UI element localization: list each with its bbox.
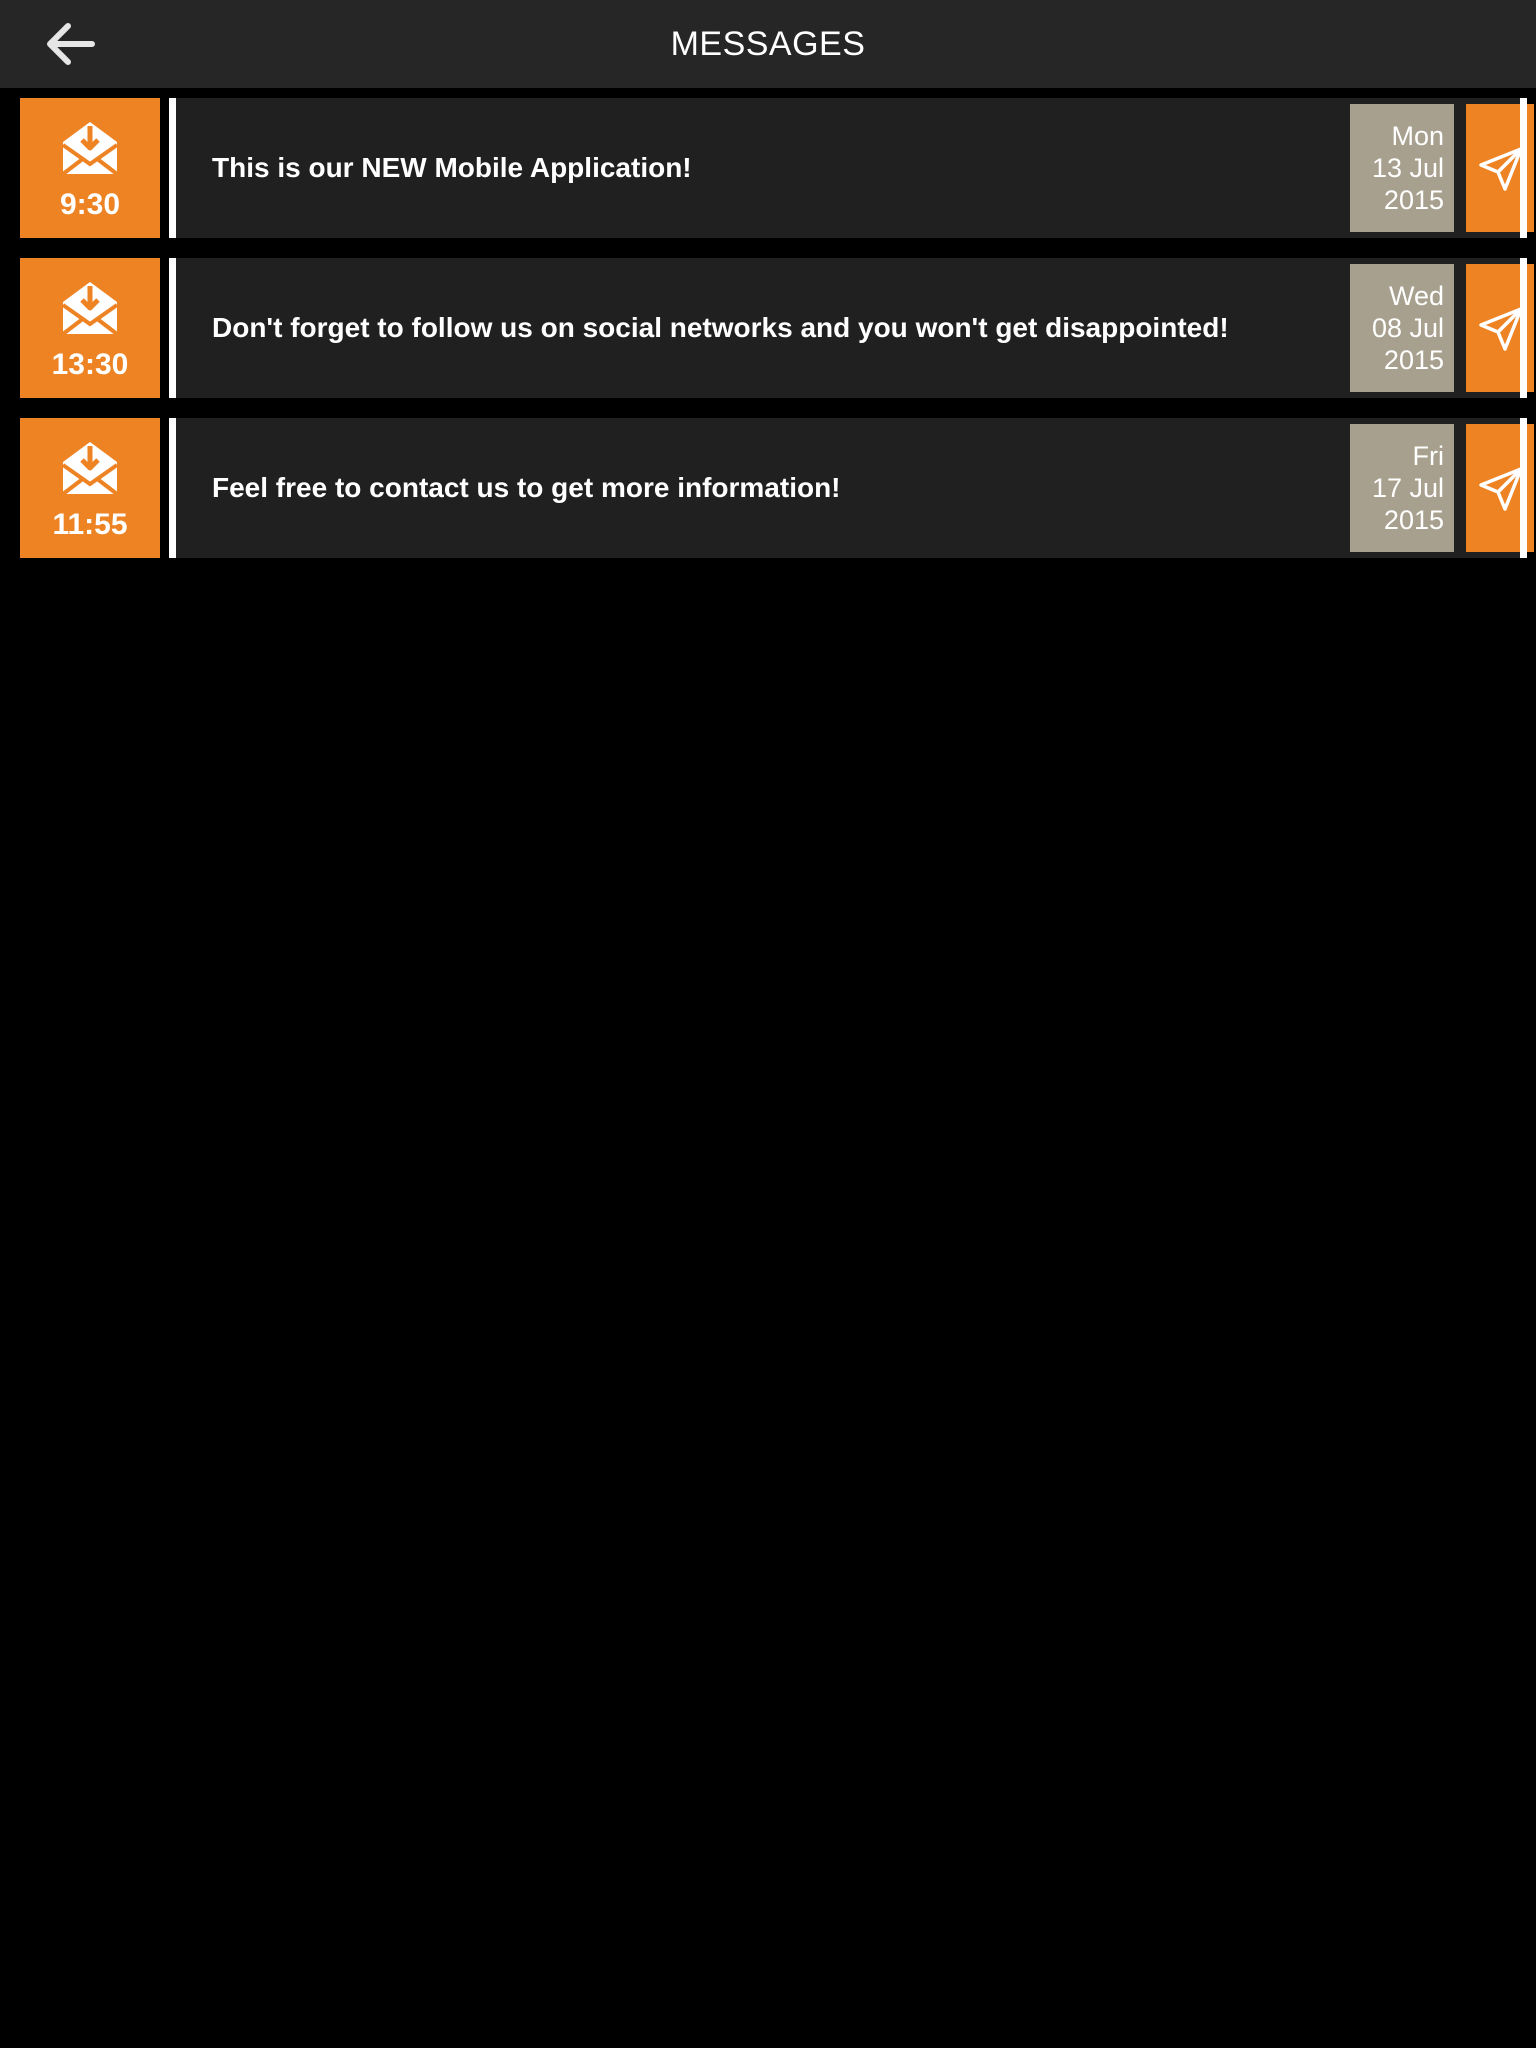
divider	[169, 418, 176, 558]
mail-open-download-icon	[60, 276, 120, 338]
date-day: Wed	[1388, 281, 1444, 311]
message-body[interactable]	[176, 258, 1520, 398]
message-text: Don't forget to follow us on social networks and you won't get disappointed!	[212, 312, 1229, 343]
divider	[169, 258, 176, 398]
message-body[interactable]	[176, 98, 1520, 238]
divider	[1520, 418, 1527, 558]
divider	[169, 98, 176, 238]
time-tile	[20, 98, 160, 238]
message-row[interactable]	[20, 98, 1527, 238]
divider	[1520, 258, 1527, 398]
date-daymonth: 13 Jul	[1371, 153, 1444, 183]
message-text: Feel free to contact us to get more information!	[212, 472, 841, 503]
date-day: Mon	[1391, 121, 1444, 151]
time-tile	[20, 258, 160, 398]
date-daymonth: 17 Jul	[1371, 473, 1444, 503]
message-time: 13:30	[51, 348, 129, 381]
time-tile	[20, 418, 160, 558]
mail-open-download-icon	[60, 436, 120, 498]
mail-open-download-icon	[60, 116, 120, 178]
date-daymonth: 08 Jul	[1371, 313, 1444, 343]
message-time: 11:55	[52, 508, 128, 541]
message-body[interactable]	[176, 418, 1520, 558]
date-day: Fri	[1412, 441, 1444, 471]
date-year: 2015	[1383, 505, 1444, 535]
date-tile	[1350, 104, 1454, 232]
date-tile	[1350, 424, 1454, 552]
message-list	[20, 98, 1527, 578]
send-icon	[1478, 466, 1524, 512]
send-icon	[1478, 306, 1524, 352]
arrow-left-icon	[40, 18, 102, 70]
message-row[interactable]	[20, 258, 1527, 398]
page-title: MESSAGES	[670, 25, 866, 63]
send-icon	[1478, 146, 1524, 192]
date-year: 2015	[1383, 185, 1444, 215]
message-row[interactable]	[20, 418, 1527, 558]
divider	[1520, 98, 1527, 238]
header-bar	[0, 0, 1536, 88]
back-button[interactable]	[40, 18, 102, 70]
message-time: 9:30	[59, 188, 121, 221]
date-tile	[1350, 264, 1454, 392]
message-text: This is our NEW Mobile Application!	[212, 152, 692, 183]
date-year: 2015	[1383, 345, 1444, 375]
